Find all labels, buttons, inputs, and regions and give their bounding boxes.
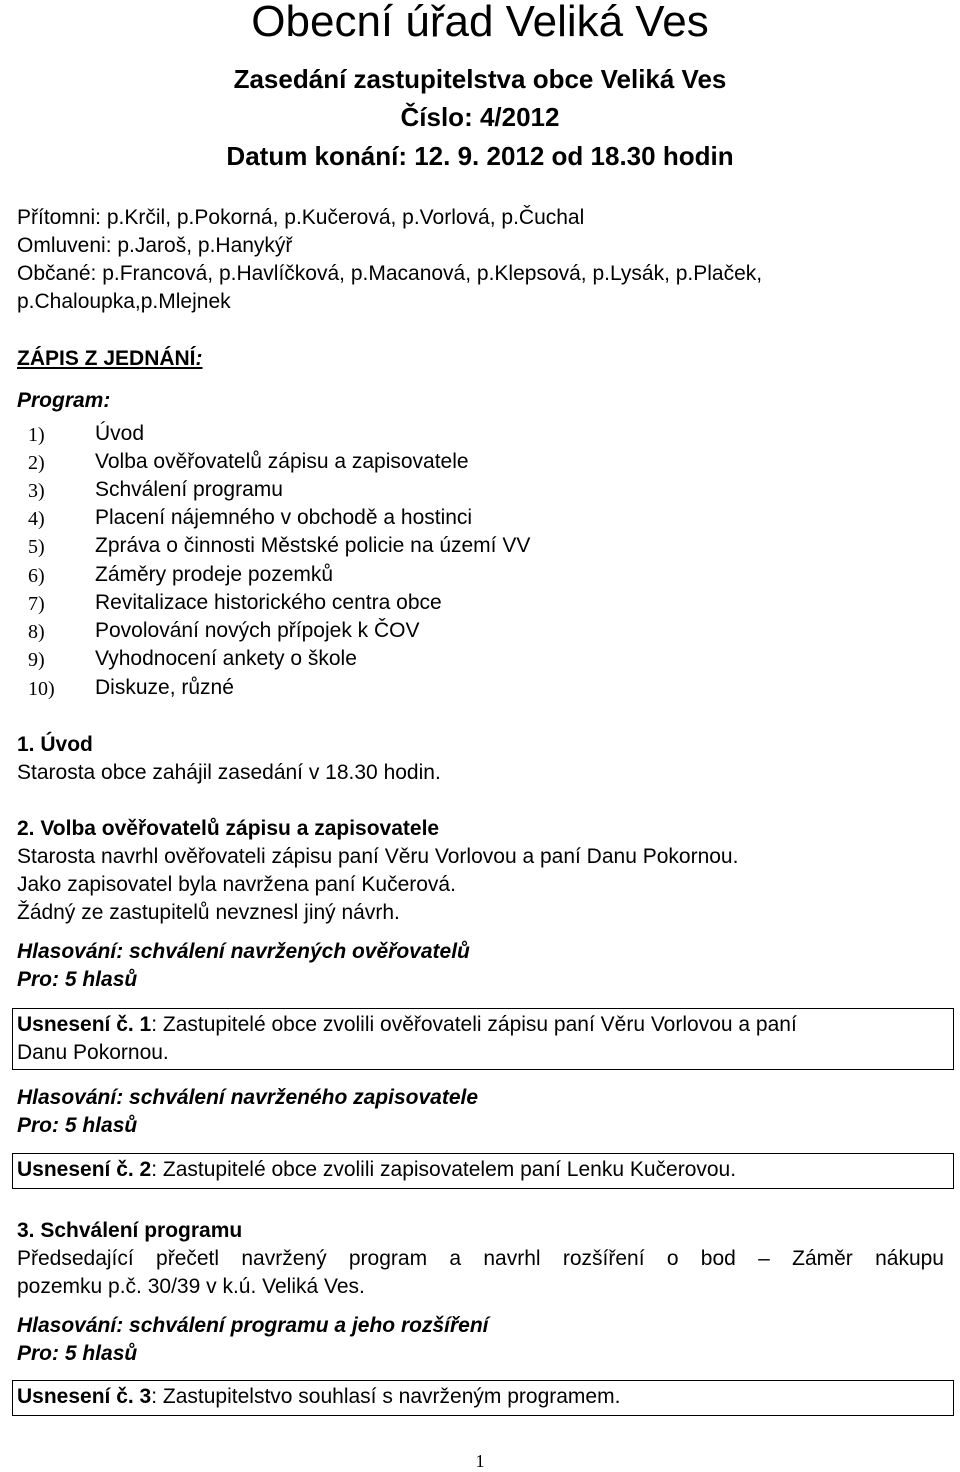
- program-item-text: Úvod: [95, 422, 145, 445]
- citizens-list: Občané: p.Francová, p.Havlíčková, p.Macanová, p.Klepsová, p.Lysák, p.Plaček,: [17, 262, 763, 285]
- program-item-text: Volba ověřovatelů zápisu a zapisovatele: [95, 450, 469, 473]
- program-item-number: 9): [28, 649, 45, 671]
- resolution-box: [12, 1008, 954, 1070]
- program-item-number: 5): [28, 536, 45, 558]
- resolution-box: [12, 1380, 954, 1416]
- program-item-number: 10): [28, 678, 55, 700]
- vote-heading: Hlasování: schválení programu a jeho rozšíření: [17, 1314, 489, 1337]
- resolution-text: [17, 1156, 736, 1184]
- meeting-number: Číslo: 4/2012: [400, 102, 560, 132]
- vote-result: Pro: 5 hlasů: [17, 1342, 138, 1365]
- program-item-text: Revitalizace historického centra obce: [95, 591, 442, 614]
- present-list: Přítomni: p.Krčil, p.Pokorná, p.Kučerová, p.Vorlová, p.Čuchal: [17, 206, 585, 229]
- program-item-text: Schválení programu: [95, 478, 283, 501]
- meeting-date: Datum konání: 12. 9. 2012 od 18.30 hodin: [226, 141, 734, 171]
- section-2-line: Jako zapisovatel byla navržena paní Kučerová.: [17, 873, 456, 896]
- program-item-text: Zpráva o činnosti Městské policie na území VV: [95, 534, 531, 557]
- program-item-text: Diskuze, různé: [95, 676, 234, 699]
- resolution-text: [17, 1383, 620, 1411]
- resolution-text: [17, 1011, 797, 1039]
- vote-heading: Hlasování: schválení navržených ověřovatelů: [17, 940, 470, 963]
- section-2-line: Žádný ze zastupitelů nevznesl jiný návrh.: [17, 901, 400, 924]
- program-item-number: 7): [28, 593, 45, 615]
- resolution-label: Usnesení č. 2: [17, 1158, 152, 1181]
- minutes-heading-text: ZÁPIS Z JEDNÁNÍ: [17, 347, 196, 370]
- section-2-heading: 2. Volba ověřovatelů zápisu a zapisovatele: [17, 817, 440, 840]
- program-item-number: 2): [28, 452, 45, 474]
- page-number: 1: [475, 1451, 485, 1471]
- section-1-text: Starosta obce zahájil zasedání v 18.30 hodin.: [17, 761, 441, 784]
- resolution-label: Usnesení č. 1: [17, 1013, 152, 1036]
- resolution-box: [12, 1153, 954, 1189]
- resolution-body: : Zastupitelé obce zvolili ověřovateli zápisu paní Věru Vorlovou a paní: [151, 1013, 797, 1036]
- resolution-body: : Zastupitelstvo souhlasí s navrženým programem.: [151, 1385, 621, 1408]
- meeting-subtitle: Zasedání zastupitelstva obce Veliká Ves: [233, 64, 727, 94]
- section-3-heading: 3. Schválení programu: [17, 1219, 243, 1242]
- citizens-list-cont: p.Chaloupka,p.Mlejnek: [17, 290, 231, 313]
- section-3-line: pozemku p.č. 30/39 v k.ú. Veliká Ves.: [17, 1275, 365, 1298]
- minutes-heading: [17, 345, 203, 373]
- program-item-text: Záměry prodeje pozemků: [95, 563, 334, 586]
- vote-heading: Hlasování: schválení navrženého zapisovatele: [17, 1086, 479, 1109]
- vote-result: Pro: 5 hlasů: [17, 1114, 138, 1137]
- minutes-heading-colon: :: [195, 347, 203, 370]
- section-2-line: Starosta navrhl ověřovateli zápisu paní Věru Vorlovou a paní Danu Pokornou.: [17, 845, 739, 868]
- resolution-label: Usnesení č. 3: [17, 1385, 152, 1408]
- program-item-number: 6): [28, 565, 45, 587]
- program-item-text: Povolování nových přípojek k ČOV: [95, 619, 420, 642]
- vote-result: Pro: 5 hlasů: [17, 968, 138, 991]
- program-item-number: 1): [28, 424, 45, 446]
- resolution-text-cont: Danu Pokornou.: [17, 1041, 169, 1064]
- program-item-number: 4): [28, 508, 45, 530]
- section-1-heading: 1. Úvod: [17, 733, 93, 756]
- section-3-line: Předsedající přečetl navržený program a navrhl rozšíření o bod – Záměr nákupu: [17, 1247, 944, 1270]
- program-label: Program:: [17, 389, 111, 412]
- program-item-number: 8): [28, 621, 45, 643]
- excused-list: Omluveni: p.Jaroš, p.Hanykýř: [17, 234, 293, 257]
- program-item-text: Placení nájemného v obchodě a hostinci: [95, 506, 473, 529]
- resolution-body: : Zastupitelé obce zvolili zapisovatelem paní Lenku Kučerovou.: [151, 1158, 737, 1181]
- page-title: Obecní úřad Veliká Ves: [251, 0, 709, 46]
- program-item-text: Vyhodnocení ankety o škole: [95, 647, 357, 670]
- program-item-number: 3): [28, 480, 45, 502]
